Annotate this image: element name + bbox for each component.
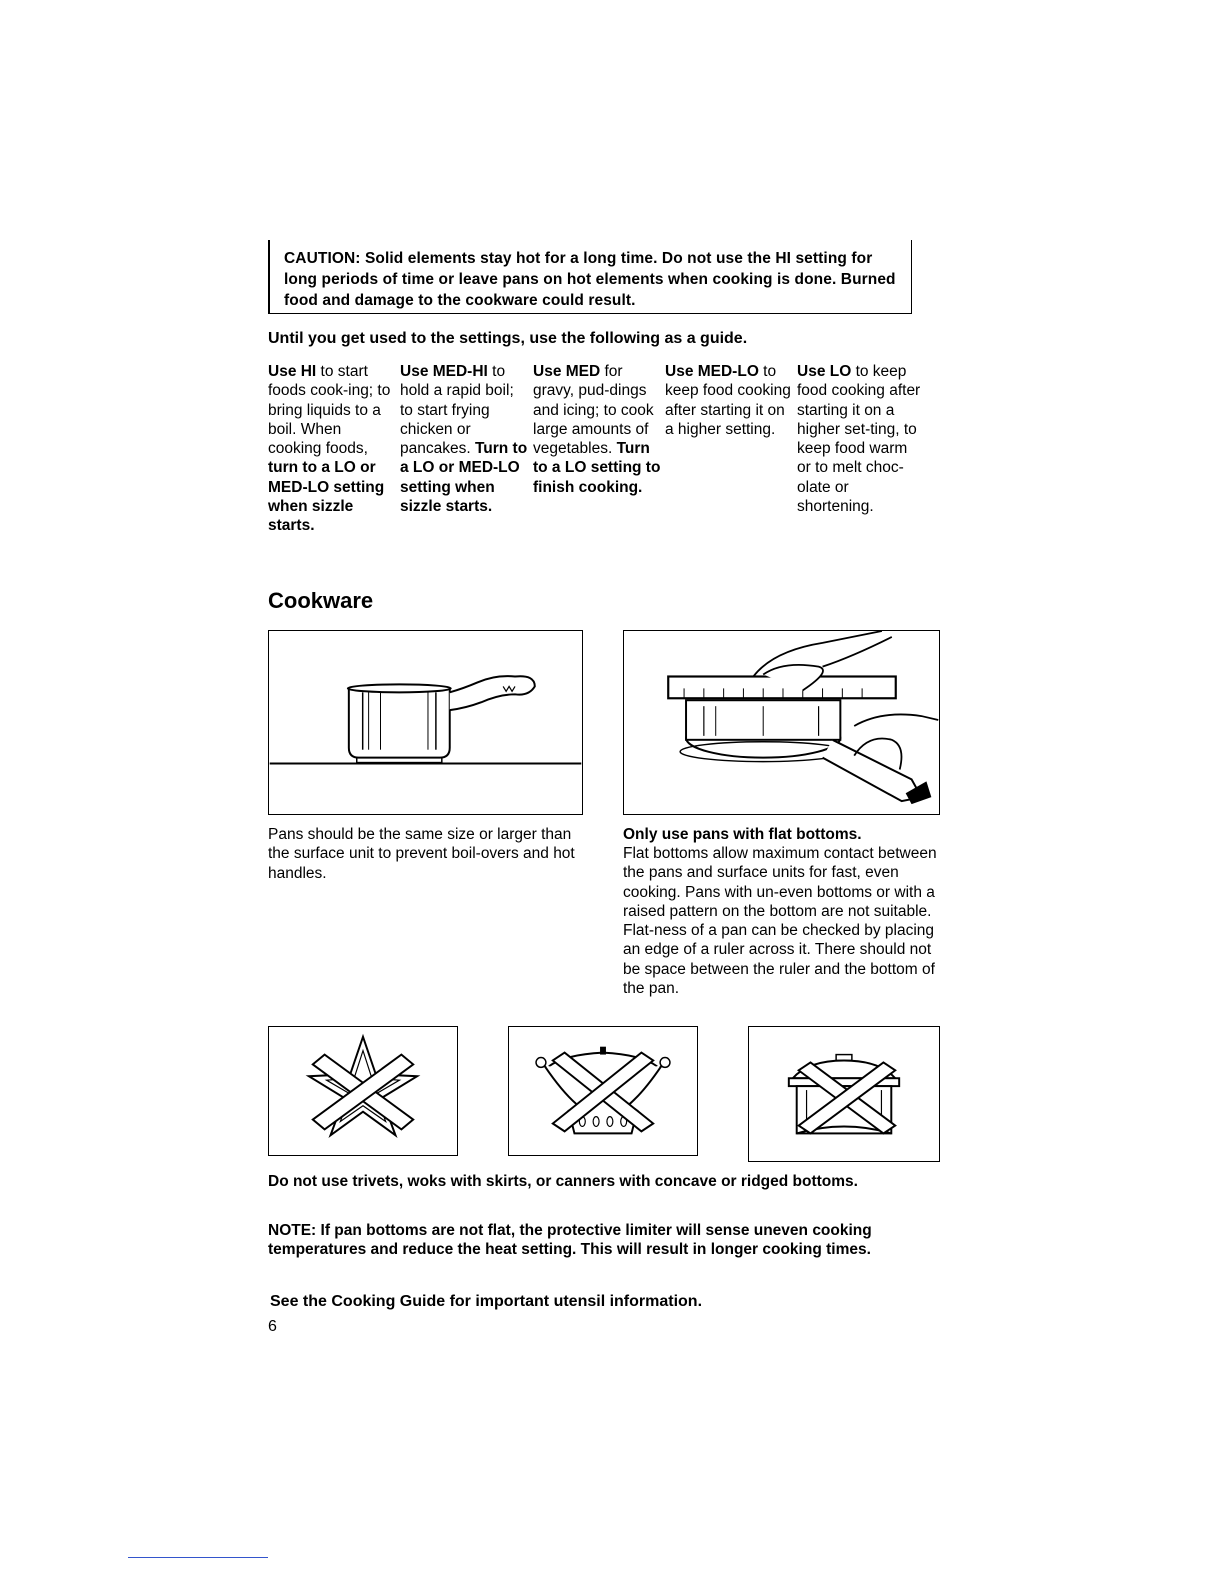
trivet-crossed-out-icon (269, 1027, 457, 1155)
ruler-figure (623, 630, 940, 815)
setting-lead: Use LO (797, 363, 852, 380)
flat-body: Flat bottoms allow maximum contact between the pans and surface units for fast, even cooking. Pans with un-even bottoms or with a raised pattern on the bottom are not suitable. Flat-ness of a pan can be checked by placing an edge of a ruler across it. There should not be space between the ruler and the bottom of the pan. (623, 845, 937, 998)
note-text (268, 1221, 918, 1259)
size-caption (268, 825, 588, 883)
setting-col-med (533, 362, 661, 497)
setting-lead: Use HI (268, 363, 317, 380)
trivet-figure (268, 1026, 458, 1156)
flat-heading: Only use pans with flat bottoms. (623, 826, 862, 843)
setting-tail: Turn to a LO or MED-LO setting when sizzle starts. (400, 440, 528, 516)
caution-text: CAUTION: Solid elements stay hot for a long time. Do not use the HI setting for long periods of time or leave pans on hot elements when cooking is done. Burned food and damage to the cookware could result. (284, 250, 896, 309)
note-line: NOTE: If pan bottoms are not flat, the protective limiter will sense uneven cooking temperatures and reduce the heat setting. This will result in longer cooking times. (268, 1222, 872, 1258)
ruler-across-pan-icon (624, 631, 939, 814)
saucepan-figure (268, 630, 583, 815)
cookware-title: Cookware (268, 588, 374, 613)
wok-figure (508, 1026, 698, 1156)
setting-body: for gravy, pud-dings and icing; to cook large amounts of vegetables. (533, 363, 654, 458)
see-guide-text (270, 1292, 910, 1311)
canner-figure (748, 1026, 940, 1162)
setting-col-med-lo (665, 362, 793, 439)
setting-lead: Use MED-LO (665, 363, 759, 380)
see-guide-line: See the Cooking Guide for important utensil information. (270, 1293, 703, 1310)
setting-body: to keep food cooking after starting it on a higher set-ting, to keep food warm or to melt choc-olate or shortening. (797, 363, 921, 516)
footer-rule (128, 1557, 268, 1558)
setting-lead: Use MED-HI (400, 363, 488, 380)
setting-tail: turn to a LO or MED-LO setting when sizzle starts. (268, 459, 385, 535)
wok-with-skirt-crossed-out-icon (509, 1027, 697, 1155)
setting-lead: Use MED (533, 363, 601, 380)
setting-tail: Turn to a LO setting to finish cooking. (533, 440, 661, 496)
flat-caption (623, 825, 938, 998)
warning-line: Do not use trivets, woks with skirts, or canners with concave or ridged bottoms. (268, 1173, 858, 1190)
warning-text (268, 1172, 908, 1191)
guide-intro: Until you get used to the settings, use the following as a guide. (268, 330, 748, 347)
setting-col-med-hi (400, 362, 528, 516)
setting-col-lo (797, 362, 925, 516)
setting-body: to start foods cook-ing; to bring liquids to a boil. When cooking foods, (268, 363, 391, 458)
page-number: 6 (268, 1318, 277, 1335)
saucepan-icon (269, 631, 582, 814)
setting-col-hi (268, 362, 396, 536)
setting-body: to keep food cooking after starting it on a higher setting. (665, 363, 791, 438)
size-caption-text: Pans should be the same size or larger than the surface unit to prevent boil-overs and hot handles. (268, 826, 575, 882)
caution-box (268, 240, 912, 314)
setting-body: to hold a rapid boil; to start frying chicken or pancakes. (400, 363, 514, 458)
canner-crossed-out-icon (749, 1027, 939, 1161)
